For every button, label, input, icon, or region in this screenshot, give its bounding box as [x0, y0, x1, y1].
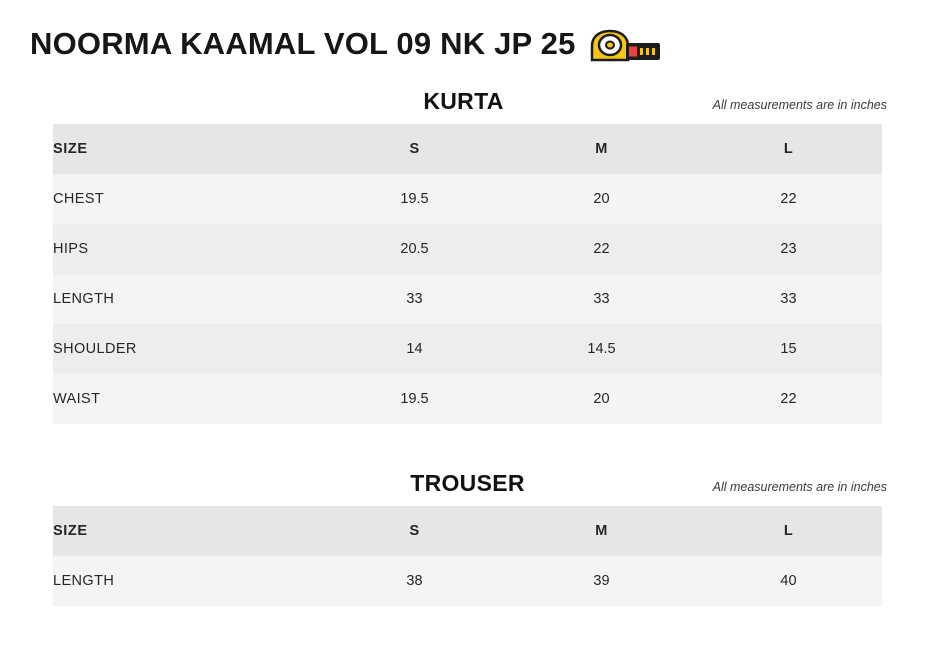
table-row: [53, 174, 882, 224]
table-header-row: [53, 124, 882, 174]
trouser-table-head: [53, 506, 882, 556]
table-row: [53, 556, 882, 606]
row-label: SHOULDER: [53, 340, 137, 357]
row-value-s: 19.5: [400, 390, 429, 407]
column-header-m: M: [595, 140, 608, 157]
row-value-s: 20.5: [400, 240, 429, 257]
trouser-size-table: [53, 506, 882, 606]
column-header-l: L: [783, 522, 794, 539]
section-trouser-note: All measurements are in inches: [712, 479, 887, 494]
table-row: [53, 324, 882, 374]
page-title: [0, 0, 935, 62]
row-value-l: 33: [780, 290, 797, 307]
trouser-table-body: [53, 556, 882, 606]
kurta-table-body: [53, 174, 882, 424]
column-header-size: SIZE: [53, 522, 88, 539]
column-header-s: S: [409, 522, 420, 539]
section-kurta-title: KURTA: [423, 87, 504, 114]
row-value-s: 19.5: [400, 190, 429, 207]
section-kurta-note: All measurements are in inches: [712, 97, 887, 112]
row-label: WAIST: [53, 390, 101, 407]
row-value-m: 14.5: [587, 340, 616, 357]
table-row: [53, 274, 882, 324]
row-value-m: 39: [593, 572, 610, 589]
page-title-text: NOORMA KAAMAL VOL 09 NK JP 25: [30, 26, 576, 61]
row-value-l: 22: [780, 190, 797, 207]
row-label: HIPS: [53, 240, 89, 257]
row-label: CHEST: [53, 190, 105, 207]
row-value-l: 40: [780, 572, 797, 589]
row-value-s: 38: [406, 572, 423, 589]
kurta-size-table: [53, 124, 882, 424]
section-kurta: [0, 84, 935, 424]
table-row: [53, 224, 882, 274]
column-header-size: SIZE: [53, 140, 88, 157]
row-value-s: 14: [406, 340, 423, 357]
table-row: [53, 374, 882, 424]
measuring-tape-icon: [588, 29, 662, 63]
table-header-row: [53, 506, 882, 556]
row-label: LENGTH: [53, 572, 115, 589]
row-value-m: 20: [593, 190, 610, 207]
section-trouser: [0, 466, 935, 606]
row-value-l: 15: [780, 340, 797, 357]
section-trouser-title: TROUSER: [410, 469, 525, 496]
row-value-l: 23: [780, 240, 797, 257]
column-header-l: L: [783, 140, 794, 157]
row-value-m: 33: [593, 290, 610, 307]
row-value-m: 22: [593, 240, 610, 257]
row-value-l: 22: [780, 390, 797, 407]
column-header-m: M: [595, 522, 608, 539]
section-kurta-header: [0, 84, 935, 124]
column-header-s: S: [409, 140, 420, 157]
row-label: LENGTH: [53, 290, 115, 307]
section-trouser-header: [0, 466, 935, 506]
row-value-m: 20: [593, 390, 610, 407]
row-value-s: 33: [406, 290, 423, 307]
kurta-table-head: [53, 124, 882, 174]
